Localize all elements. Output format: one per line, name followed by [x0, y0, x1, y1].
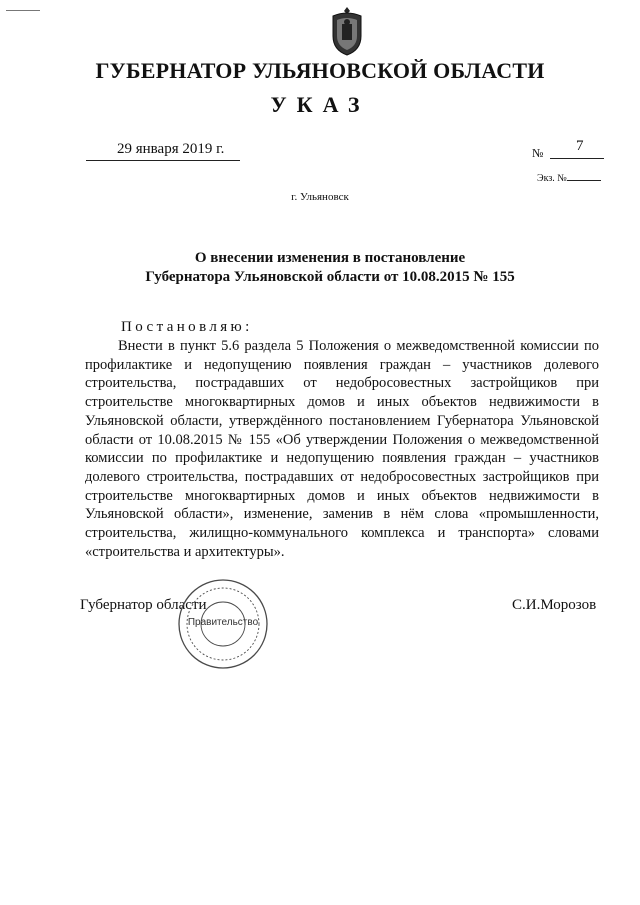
org-title: ГУБЕРНАТОР УЛЬЯНОВСКОЙ ОБЛАСТИ — [95, 58, 545, 83]
copy-label: Экз. № — [537, 173, 567, 184]
seal-label: Правительство — [187, 617, 259, 628]
document-subject — [120, 249, 540, 287]
city: г. Ульяновск — [291, 191, 349, 203]
document-date: 29 января 2019 г. — [117, 141, 225, 157]
coat-of-arms-icon — [328, 6, 366, 56]
official-seal — [176, 577, 270, 671]
copy-number — [537, 172, 601, 184]
decree-word: Постановляю: — [121, 319, 253, 335]
number-value: 7 — [576, 138, 584, 154]
corner-mark — [6, 10, 40, 19]
document-number — [532, 138, 604, 160]
doc-type-title: УКАЗ — [270, 92, 370, 117]
subject-line-1: О внесении изменения в постановление — [194, 250, 466, 266]
body-paragraph: Внести в пункт 5.6 раздела 5 Положения о межведомственной комиссии по профилактике и недопущению появления граждан – участников долевого строительства, пострадавших от недобросовестных застройщиков при строительстве многоквартирных домов и иных объектов недвижимости в Ульяновской области, утверждённого постановлением Губернатора Ульяновской области от 10.08.2015 № 155 «Об утверждении Положения о межведомственной комиссии по профилактике и недопущению появления граждан – участников долевого строительства, пострадавших от недобросовестных застройщиков при строительстве многоквартирных домов и иных объектов недвижимости в Ульяновской области», изменение, заменив в нём слова «промышленности, строительства, жилищно-коммунального комплекса и транспорта» словами «строительства и архитектуры». — [85, 338, 599, 560]
copy-underline — [567, 172, 601, 181]
number-label: № — [532, 146, 544, 160]
number-underline — [550, 158, 604, 159]
signatory-post: Губернатор области — [80, 597, 207, 613]
signatory-name: С.И.Морозов — [512, 597, 597, 613]
date-underline — [86, 160, 240, 161]
body-text — [85, 337, 599, 561]
subject-line-2: Губернатора Ульяновской области от 10.08.2015 № 155 — [145, 269, 515, 285]
